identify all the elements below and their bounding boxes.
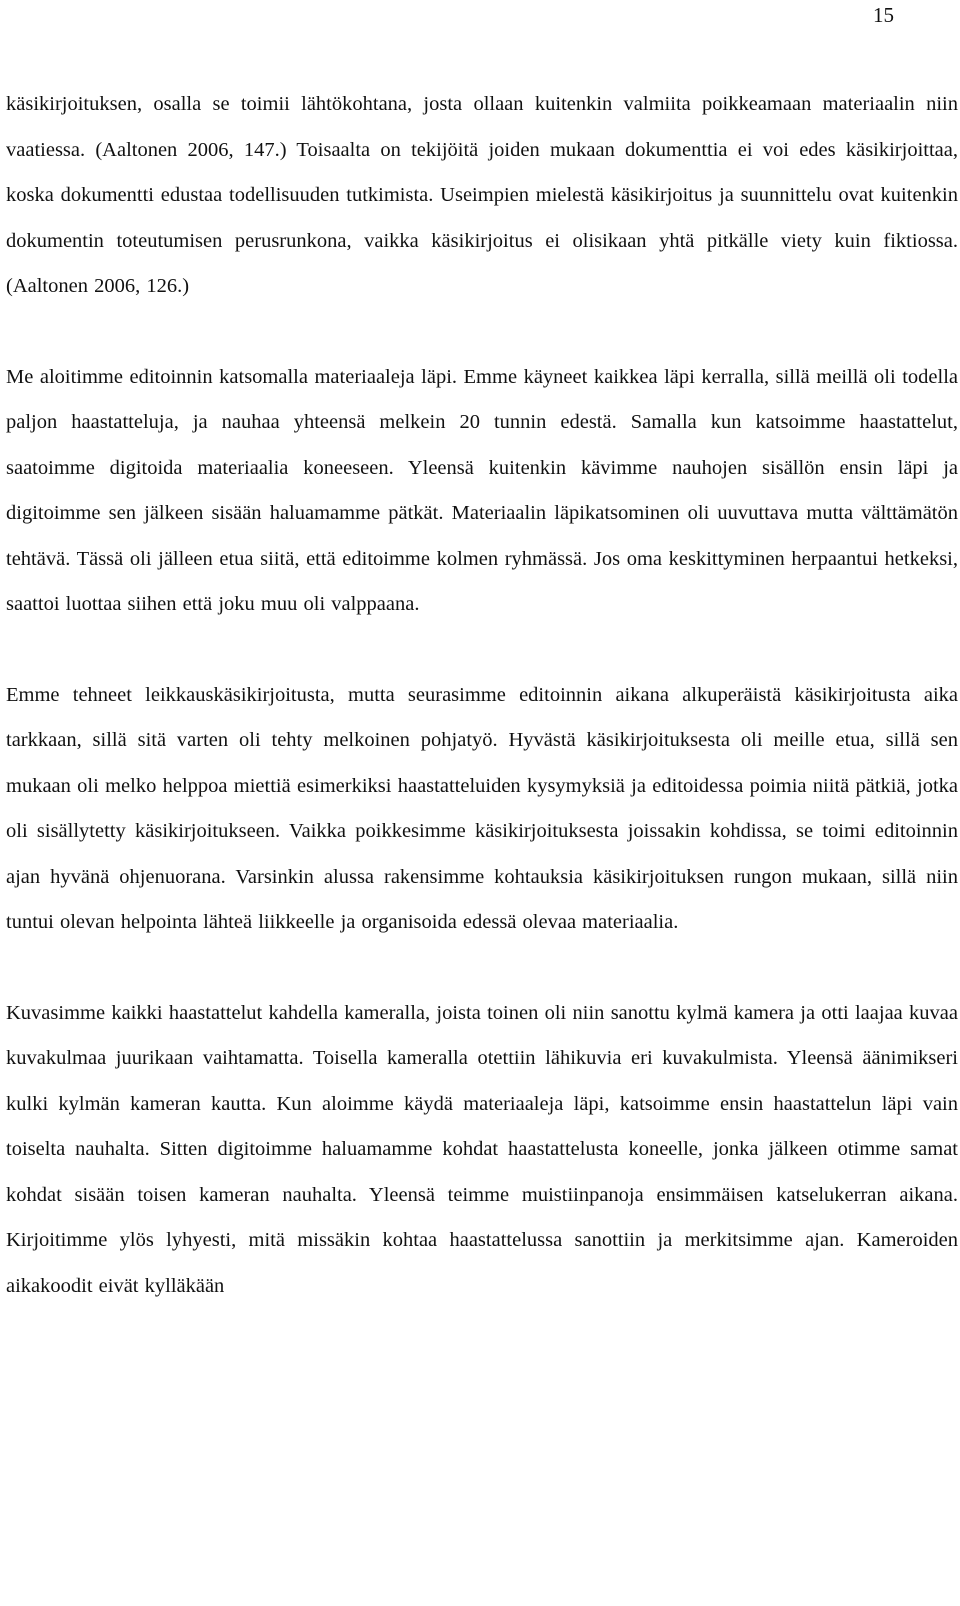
- body-text: [6, 82, 958, 1354]
- paragraph-1: käsikirjoituksen, osalla se toimii lähtökohtana, josta ollaan kuitenkin valmiita poikkeamaan materiaalin niin vaatiessa. (Aaltonen 2006, 147.) Toisaalta on tekijöitä joiden mukaan dokumenttia ei voi edes käsikirjoittaa, koska dokumentti edustaa todellisuuden tutkimista. Useimpien mielestä käsikirjoitus ja suunnittelu ovat kuitenkin dokumentin toteutumisen perusrunkona, vaikka käsikirjoitus ei olisikaan yhtä pitkälle viety kuin fiktiossa. (Aaltonen 2006, 126.): [6, 93, 958, 297]
- page-number: 15: [873, 3, 894, 27]
- paragraph-4: Kuvasimme kaikki haastattelut kahdella kameralla, joista toinen oli niin sanottu kylmä kamera ja otti laajaa kuvaa kuvakulmaa juurikaan vaihtamatta. Toisella kameralla otettiin lähikuvia eri kuvakulmista. Yleensä äänimikseri kulki kylmän kameran kautta. Kun aloimme käydä materiaaleja läpi, katsoimme ensin haastattelun läpi vain toiselta nauhalta. Sitten digitoimme haluamamme kohdat haastattelusta koneelle, jonka jälkeen otimme samat kohdat sisään toisen kameran nauhalta. Yleensä teimme muistiinpanoja ensimmäisen katselukerran aikana. Kirjoitimme ylös lyhyesti, mitä missäkin kohtaa haastattelussa sanottiin ja merkitsimme ajan. Kameroiden aikakoodit eivät kylläkään: [6, 1001, 958, 1297]
- paragraph-2: Me aloitimme editoinnin katsomalla materiaaleja läpi. Emme käyneet kaikkea läpi kerralla, sillä meillä oli todella paljon haastatteluja, ja nauhaa yhteensä melkein 20 tunnin edestä. Samalla kun katsoimme haastattelut, saatoimme digitoida materiaalia koneeseen. Yleensä kuitenkin kävimme nauhojen sisällön ensin läpi ja digitoimme sen jälkeen sisään haluamamme pätkät. Materiaalin läpikatsominen oli uuvuttava mutta välttämätön tehtävä. Tässä oli jälleen etua siitä, että editoimme kolmen ryhmässä. Jos oma keskittyminen herpaantui hetkeksi, saattoi luottaa siihen että joku muu oli valppaana.: [6, 365, 958, 615]
- paragraph-3: Emme tehneet leikkauskäsikirjoitusta, mutta seurasimme editoinnin aikana alkuperäistä käsikirjoitusta aika tarkkaan, sillä sitä varten oli tehty melkoinen pohjatyö. Hyvästä käsikirjoituksesta oli meille etua, sillä sen mukaan oli melko helppoa miettiä esimerkiksi haastatteluiden kysymyksiä ja editoidessa poimia niitä pätkiä, jotka oli sisällytetty käsikirjoitukseen. Vaikka poikkesimme käsikirjoituksesta joissakin kohdissa, se toimi editoinnin ajan hyvänä ohjenuorana. Varsinkin alussa rakensimme kohtauksia käsikirjoituksen rungon mukaan, sillä niin tuntui olevan helpointa lähteä liikkeelle ja organisoida edessä olevaa materiaalia.: [6, 683, 958, 933]
